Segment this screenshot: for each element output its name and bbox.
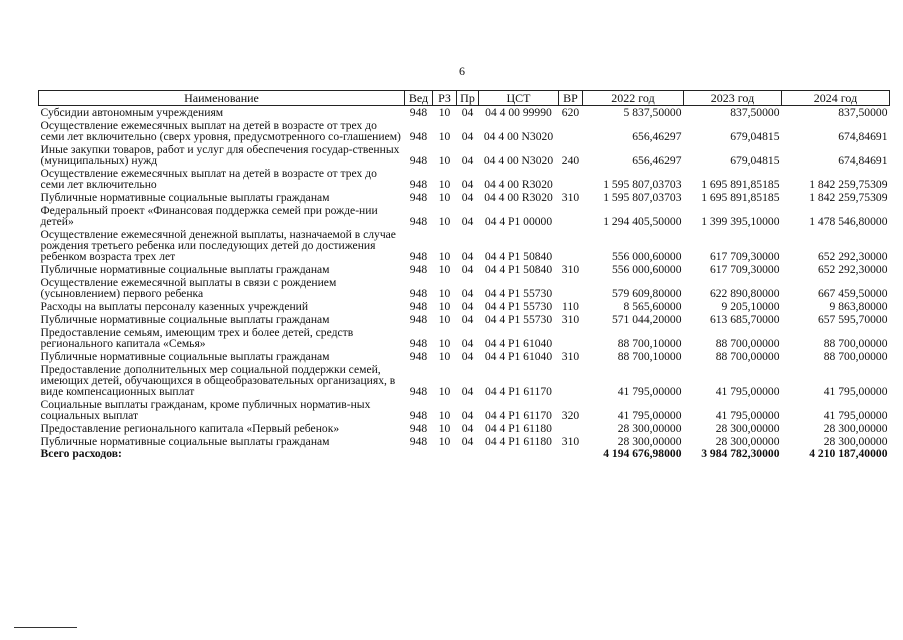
column-header: ВР	[559, 91, 583, 106]
row-ved: 948	[409, 385, 428, 398]
row-value-2023: 617 709,30000	[709, 250, 780, 263]
row-rz: 10	[438, 385, 451, 398]
row-pr: 04	[461, 313, 474, 326]
row-vr: 310	[561, 350, 580, 363]
row-value-2022: 88 700,10000	[617, 350, 682, 363]
row-pr: 04	[461, 250, 474, 263]
expenditure-table	[38, 90, 890, 459]
row-rz: 10	[438, 130, 451, 143]
row-cst: 04 4 P1 50840	[484, 250, 553, 263]
row-value-2022: 556 000,60000	[611, 263, 682, 276]
row-rz: 10	[438, 409, 451, 422]
row-ved: 948	[409, 263, 428, 276]
row-cst: 04 4 P1 50840	[484, 263, 553, 276]
row-rz: 10	[438, 300, 451, 313]
column-header: ЦСТ	[479, 91, 559, 106]
row-name: Субсидии автономным учреждениям	[40, 106, 224, 119]
row-vr: 310	[561, 435, 580, 448]
row-cst: 04 4 P1 61170	[485, 385, 552, 398]
row-rz: 10	[438, 178, 451, 191]
row-rz: 10	[438, 191, 451, 204]
table-row	[39, 398, 890, 422]
row-value-2024: 9 863,80000	[829, 300, 888, 313]
row-vr: 320	[561, 409, 580, 422]
row-value-2024: 28 300,00000	[823, 422, 888, 435]
row-value-2023: 613 685,70000	[709, 313, 780, 326]
row-value-2024: 1 842 259,75309	[809, 178, 888, 191]
row-vr	[559, 276, 583, 300]
column-header: Вед	[405, 91, 433, 106]
row-rz: 10	[438, 287, 451, 300]
row-pr: 04	[461, 130, 474, 143]
row-cst: 04 4 00 99990	[485, 106, 552, 119]
table-row	[39, 326, 890, 350]
row-cst: 04 4 P1 61040	[484, 350, 553, 363]
row-ved: 948	[409, 350, 428, 363]
row-ved: 948	[409, 422, 428, 435]
row-value-2024: 41 795,00000	[823, 409, 888, 422]
row-pr: 04	[461, 106, 474, 119]
row-name: Социальные выплаты гражданам, кроме публичных норматив-ных социальных выплат	[40, 398, 371, 422]
table-header-row	[39, 91, 890, 106]
row-value-2024: 837,50000	[838, 106, 888, 119]
row-value-2022: 579 609,80000	[611, 287, 682, 300]
row-vr: 310	[561, 313, 580, 326]
row-vr: 310	[561, 191, 580, 204]
row-value-2023: 679,04815	[730, 154, 780, 167]
row-rz: 10	[438, 422, 451, 435]
row-cst: 04 4 00 N3020	[483, 154, 554, 167]
row-rz: 10	[438, 337, 451, 350]
row-value-2023: 28 300,00000	[715, 435, 780, 448]
row-value-2023: 1 695 891,85185	[701, 178, 780, 191]
row-value-2023: 9 205,10000	[721, 300, 780, 313]
row-name: Предоставление семьям, имеющим трех и более детей, средств регионального капитала «Семья»	[40, 326, 354, 350]
row-pr: 04	[461, 215, 474, 228]
row-value-2022: 28 300,00000	[617, 435, 682, 448]
row-pr: 04	[461, 287, 474, 300]
row-value-2024: 674,84691	[838, 154, 888, 167]
row-rz: 10	[438, 313, 451, 326]
row-cst: 04 4 P1 55730	[484, 287, 553, 300]
row-value-2022: 656,46297	[632, 154, 682, 167]
row-vr: 310	[561, 263, 580, 276]
row-ved: 948	[409, 130, 428, 143]
row-name: Осуществление ежемесячных выплат на детей в возрасте от трех до семи лет включительно	[40, 167, 377, 191]
row-value-2022: 41 795,00000	[617, 409, 682, 422]
row-rz: 10	[438, 350, 451, 363]
row-cst: 04 4 00 N3020	[483, 130, 554, 143]
row-pr: 04	[461, 435, 474, 448]
row-ved: 948	[409, 250, 428, 263]
table-body	[39, 106, 890, 449]
total-2022: 4 194 676,98000	[603, 447, 682, 460]
row-value-2022: 88 700,10000	[617, 337, 682, 350]
row-vr	[559, 204, 583, 228]
row-vr: 240	[561, 154, 580, 167]
row-value-2023: 41 795,00000	[715, 409, 780, 422]
table-row	[39, 191, 890, 204]
row-value-2024: 1 842 259,75309	[809, 191, 888, 204]
row-value-2023: 1 399 395,10000	[701, 215, 780, 228]
row-pr: 04	[461, 263, 474, 276]
row-value-2023: 28 300,00000	[715, 422, 780, 435]
row-cst: 04 4 00 R3020	[484, 191, 553, 204]
row-name: Предоставление регионального капитала «Первый ребенок»	[40, 422, 340, 435]
row-value-2022: 1 595 807,03703	[603, 191, 682, 204]
row-rz: 10	[438, 215, 451, 228]
row-name: Предоставление дополнительных мер социальной поддержки семей, имеющих детей, обучающихся в общеобразовательных организациях, в виде компенсационных выплат	[40, 363, 396, 398]
row-cst: 04 4 P1 61040	[484, 337, 553, 350]
table-row	[39, 263, 890, 276]
row-value-2023: 1 695 891,85185	[701, 191, 780, 204]
row-ved: 948	[409, 154, 428, 167]
table-row	[39, 276, 890, 300]
row-value-2024: 88 700,00000	[823, 337, 888, 350]
column-header: 2023 год	[684, 91, 782, 106]
row-value-2022: 556 000,60000	[611, 250, 682, 263]
row-ved: 948	[409, 287, 428, 300]
row-ved: 948	[409, 191, 428, 204]
table-row	[39, 228, 890, 263]
row-ved: 948	[409, 313, 428, 326]
table-row	[39, 106, 890, 120]
column-header: Наименование	[39, 91, 405, 106]
total-row	[39, 448, 890, 459]
row-name: Осуществление ежемесячной выплаты в связи с рождением (усыновлением) первого ребенка	[40, 276, 337, 300]
row-pr: 04	[461, 385, 474, 398]
row-name: Федеральный проект «Финансовая поддержка семей при рожде-нии детей»	[40, 204, 378, 228]
row-value-2022: 8 565,60000	[623, 300, 682, 313]
row-cst: 04 4 P1 00000	[484, 215, 553, 228]
row-rz: 10	[438, 250, 451, 263]
row-vr	[559, 326, 583, 350]
table-row	[39, 300, 890, 313]
column-header: 2022 год	[583, 91, 684, 106]
row-value-2024: 667 459,50000	[817, 287, 888, 300]
row-ved: 948	[409, 337, 428, 350]
row-value-2022: 28 300,00000	[617, 422, 682, 435]
footnote-separator	[14, 627, 77, 628]
row-name: Осуществление ежемесячной денежной выплаты, назначаемой в случае рождения третьего ребенка или последующих детей до достижения ребенком возраста трех лет	[40, 228, 396, 263]
row-pr: 04	[461, 409, 474, 422]
row-rz: 10	[438, 154, 451, 167]
row-vr	[559, 167, 583, 191]
row-value-2022: 656,46297	[632, 130, 682, 143]
total-2024: 4 210 187,40000	[809, 447, 888, 460]
row-cst: 04 4 P1 55730	[484, 300, 553, 313]
row-vr	[559, 119, 583, 143]
row-value-2024: 652 292,30000	[817, 250, 888, 263]
row-value-2022: 41 795,00000	[617, 385, 682, 398]
row-ved: 948	[409, 409, 428, 422]
row-value-2022: 5 837,50000	[623, 106, 682, 119]
row-pr: 04	[461, 191, 474, 204]
row-value-2024: 41 795,00000	[823, 385, 888, 398]
row-value-2024: 88 700,00000	[823, 350, 888, 363]
row-pr: 04	[461, 422, 474, 435]
row-name: Публичные нормативные социальные выплаты гражданам	[40, 313, 330, 326]
row-pr: 04	[461, 154, 474, 167]
table-row	[39, 119, 890, 143]
table-row	[39, 167, 890, 191]
total-2023: 3 984 782,30000	[701, 447, 780, 460]
total-label: Всего расходов:	[40, 447, 122, 460]
row-ved: 948	[409, 215, 428, 228]
row-value-2023: 617 709,30000	[709, 263, 780, 276]
row-value-2022: 1 595 807,03703	[603, 178, 682, 191]
row-name: Расходы на выплаты персоналу казенных учреждений	[40, 300, 309, 313]
row-cst: 04 4 P1 61180	[485, 422, 552, 435]
table-row	[39, 143, 890, 167]
row-name: Иные закупки товаров, работ и услуг для обеспечения государ-ственных (муниципальных) нужд	[40, 143, 400, 167]
row-vr: 620	[561, 106, 580, 119]
row-vr: 110	[562, 300, 579, 313]
row-vr	[559, 363, 583, 398]
row-ved: 948	[409, 300, 428, 313]
table-row	[39, 313, 890, 326]
row-value-2023: 88 700,00000	[715, 350, 780, 363]
row-cst: 04 4 P1 61170	[485, 409, 552, 422]
row-vr	[559, 422, 583, 435]
row-value-2024: 652 292,30000	[817, 263, 888, 276]
row-name: Публичные нормативные социальные выплаты гражданам	[40, 263, 330, 276]
row-value-2023: 88 700,00000	[715, 337, 780, 350]
table-row	[39, 350, 890, 363]
row-cst: 04 4 P1 55730	[484, 313, 553, 326]
row-name: Осуществление ежемесячных выплат на детей в возрасте от трех до семи лет включительно (сверх уровня, предусмотренного со-глашением)	[40, 119, 401, 143]
row-value-2022: 1 294 405,50000	[603, 215, 682, 228]
row-value-2023: 679,04815	[730, 130, 780, 143]
row-ved: 948	[409, 178, 428, 191]
row-pr: 04	[461, 300, 474, 313]
row-name: Публичные нормативные социальные выплаты гражданам	[40, 435, 330, 448]
table-row	[39, 422, 890, 435]
row-pr: 04	[461, 337, 474, 350]
page-number: 6	[459, 64, 465, 78]
row-value-2024: 657 595,70000	[817, 313, 888, 326]
row-pr: 04	[461, 350, 474, 363]
row-cst: 04 4 00 R3020	[484, 178, 553, 191]
table-row	[39, 204, 890, 228]
row-ved: 948	[409, 106, 428, 119]
column-header: Пр	[457, 91, 479, 106]
row-rz: 10	[438, 263, 451, 276]
row-value-2024: 674,84691	[838, 130, 888, 143]
table-row	[39, 363, 890, 398]
row-ved: 948	[409, 435, 428, 448]
row-rz: 10	[438, 106, 451, 119]
row-value-2024: 28 300,00000	[823, 435, 888, 448]
column-header: 2024 год	[782, 91, 890, 106]
row-value-2024: 1 478 546,80000	[809, 215, 888, 228]
row-rz: 10	[438, 435, 451, 448]
row-value-2023: 837,50000	[730, 106, 780, 119]
column-header: РЗ	[433, 91, 457, 106]
row-name: Публичные нормативные социальные выплаты гражданам	[40, 191, 330, 204]
row-name: Публичные нормативные социальные выплаты гражданам	[40, 350, 330, 363]
row-value-2023: 41 795,00000	[715, 385, 780, 398]
row-value-2023: 622 890,80000	[709, 287, 780, 300]
row-pr: 04	[461, 178, 474, 191]
row-value-2022: 571 044,20000	[611, 313, 682, 326]
row-vr	[559, 228, 583, 263]
row-cst: 04 4 P1 61180	[485, 435, 552, 448]
